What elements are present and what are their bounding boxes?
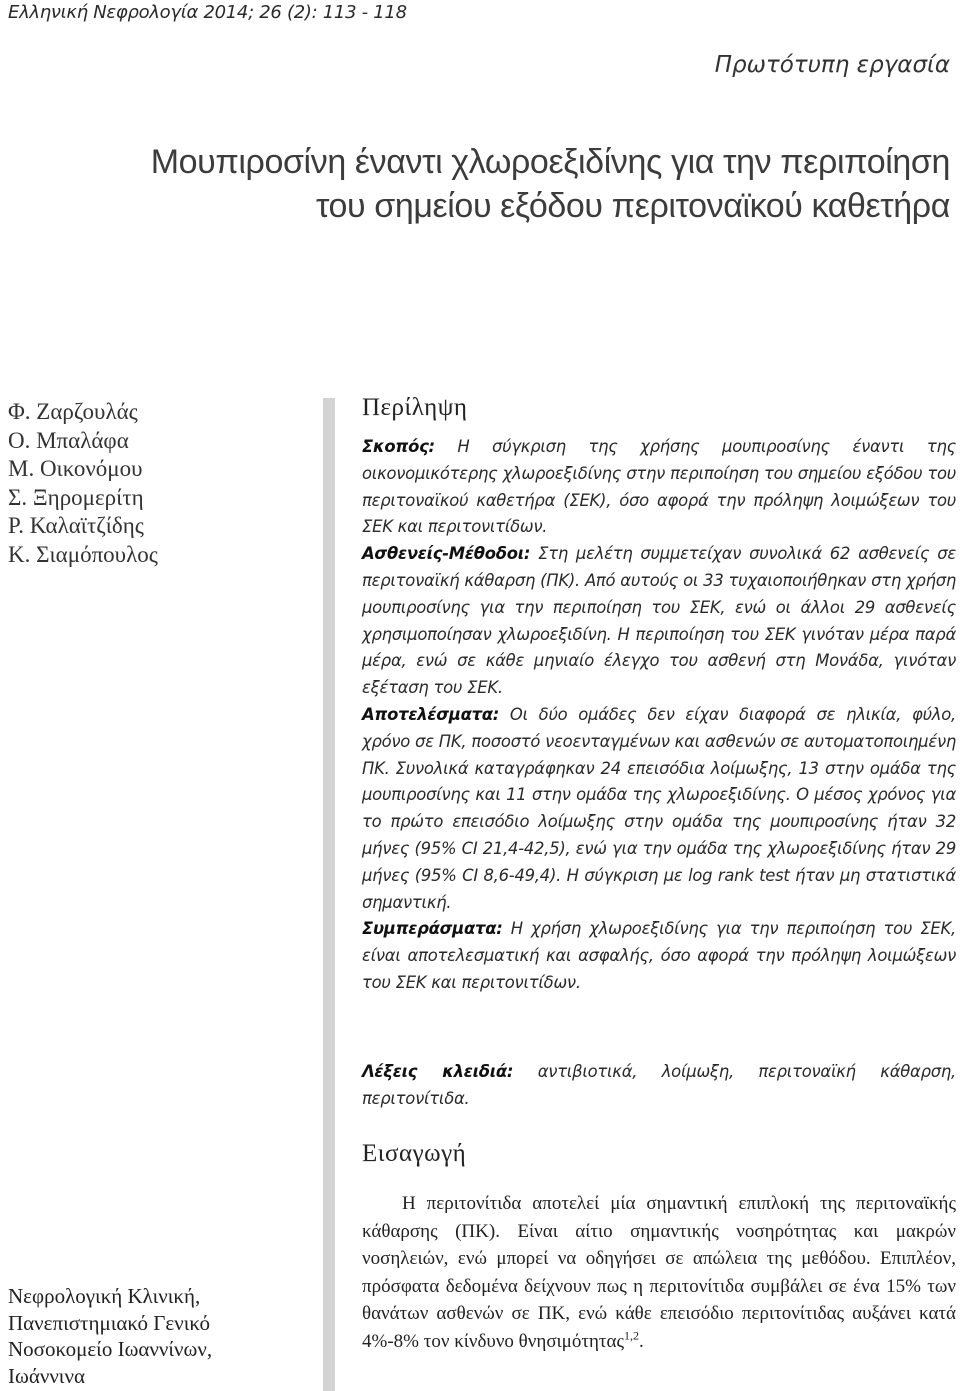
conclusions-label: Συμπεράσματα: [362, 919, 503, 939]
abstract-aim [362, 434, 956, 541]
journal-citation: Ελληνική Νεφρολογία 2014; 26 (2): 113 - 118 [8, 2, 407, 23]
abstract-heading: Περίληψη [362, 394, 468, 421]
author-list [8, 398, 158, 569]
affiliation-line: Νοσοκομείο Ιωαννίνων, [8, 1337, 213, 1361]
author: Φ. Ζαρζουλάς [8, 399, 138, 424]
introduction-section [362, 1140, 956, 1356]
methods-label: Ασθενείς-Μέθοδοι: [362, 544, 531, 564]
abstract-results [362, 702, 956, 916]
abstract-section [362, 394, 956, 997]
affiliation-line: Πανεπιστημιακό Γενικό [8, 1310, 210, 1335]
author: Μ. Οικονόμου [8, 456, 143, 481]
affiliation-line: Νεφρολογική Κλινική, [8, 1284, 201, 1308]
introduction-heading: Εισαγωγή [362, 1140, 467, 1167]
methods-text: Στη μελέτη συμμετείχαν συνολικά 62 ασθενείς σε περιτοναϊκή κάθαρση (ΠΚ). Από αυτούς οι 33 τυχαιοποιήθηκαν στη χρήση μουπιροσίνης για την περιποίηση του ΣΕΚ, ενώ οι άλλοι 29 ασθενείς χρησιμοποίησαν χλωροεξιδίνη. Η περιποίηση του ΣΕΚ γινόταν μέρα παρά μέρα, ενώ σε κάθε μηνιαίο έλεγχο του ασθενή στη Μονάδα, γινόταν εξέταση του ΣΕΚ. [362, 544, 956, 698]
introduction-text: Η περιτονίτιδα αποτελεί μία σημαντική επιπλοκή της περιτοναϊκής κάθαρσης (ΠΚ). Είναι αίτιο σημαντικής νοσηρότητας και μακρών νοσηλειών, ενώ μπορεί να οδηγήσει σε απώλεια της μεθόδου. Επιπλέον, πρόσφατα δεδομένα δείχνουν πως η περιτονίτιδα συμβάλει σε ένα 15% των θανάτων ασθενών σε ΠΚ, ενώ κάθε επεισόδιο περιτονίτιδας αυξάνει κατά 4%-8% τον κίνδυνο θνησιμότητας [362, 1193, 956, 1352]
abstract-conclusions [362, 916, 956, 996]
abstract-body [362, 434, 956, 997]
aim-label: Σκοπός: [362, 437, 435, 456]
keywords-label: Λέξεις κλειδιά: [362, 1062, 514, 1081]
author: Σ. Ξηρομερίτη [8, 484, 144, 510]
affiliation [8, 1283, 212, 1389]
affiliation-line: Ιωάννινα [8, 1363, 85, 1388]
citation: 1,2 [624, 1328, 640, 1343]
keywords-text: αντιβιοτικά, λοίμωξη, περιτοναϊκή κάθαρση, περιτονίτιδα. [362, 1062, 956, 1108]
results-label: Αποτελέσματα: [362, 704, 500, 724]
conclusions-text: Η χρήση χλωροεξιδίνης για την περιποίηση του ΣΕΚ, είναι αποτελεσματική και ασφαλής, όσο αφορά την πρόληψη λοιμώξεων του ΣΕΚ και περιτονιτίδων. [362, 919, 956, 992]
results-text: Οι δύο ομάδες δεν είχαν διαφορά σε ηλικία, φύλο, χρόνο σε ΠΚ, ποσοστό νεοενταγμένων και ασθενών σε αυτοματοποιημένη ΠΚ. Συνολικά καταγράφηκαν 24 επεισόδια λοίμωξης, 13 στην ομάδα της μουπιροσίνης και 11 στην ομάδα της χλωροεξιδίνης. Ο μέσος χρόνος για το πρώτο επεισόδιο λοίμωξης στην ομάδα της μουπιροσίνης ήταν 32 μήνες (95% CI 21,4-42,5), ενώ για την ομάδα της χλωροεξιδίνης ήταν 29 μήνες (95% CI 8,6-49,4). Η σύγκριση με log rank test ήταν μη στατιστικά σημαντική. [362, 704, 956, 912]
abstract-methods [362, 541, 956, 702]
author: Κ. Σιαμόπουλος [8, 541, 158, 567]
sentence-end: . [639, 1330, 644, 1352]
article-type: Πρωτότυπη εργασία [714, 52, 950, 78]
title-line-2: του σημείου εξόδου περιτοναϊκού καθετήρα [315, 187, 950, 225]
article-title [10, 140, 950, 228]
title-line-1: Μουπιροσίνη έναντι χλωροεξιδίνης για την περιποίηση [150, 143, 950, 181]
author: Ο. Μπαλάφα [8, 427, 129, 453]
introduction-body [362, 1190, 956, 1356]
keywords [362, 1059, 956, 1113]
author: Ρ. Καλαϊτζίδης [8, 513, 144, 538]
sidebar-divider [323, 398, 335, 1391]
aim-text: Η σύγκριση της χρήσης μουπιροσίνης έναντι της οικονομικότερης χλωροεξιδίνης στην περιποίηση του σημείου εξόδου του περιτοναϊκού καθετήρα (ΣΕΚ), όσο αφορά την πρόληψη λοιμώξεων του ΣΕΚ και περιτονιτίδων. [362, 437, 956, 537]
